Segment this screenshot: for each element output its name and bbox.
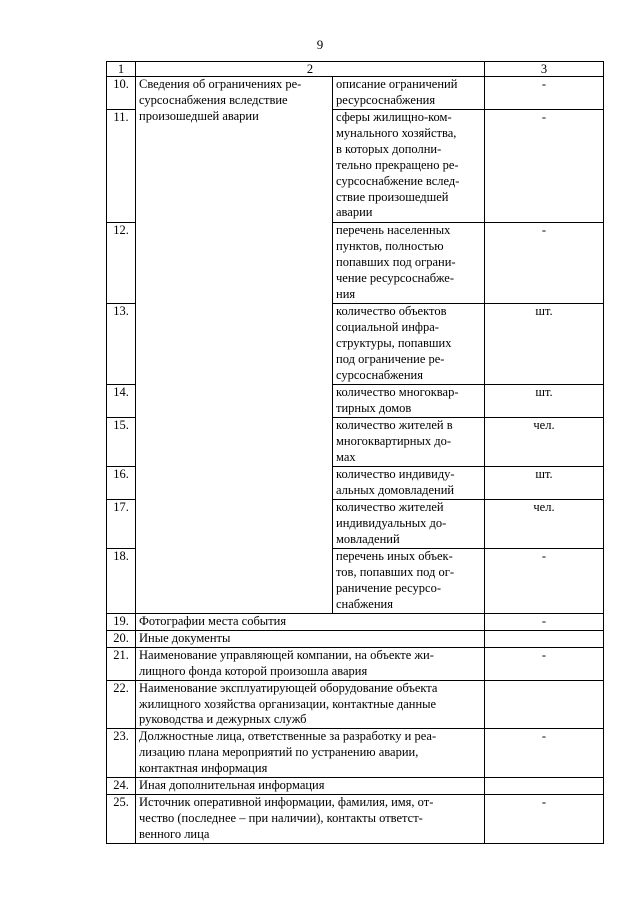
sub-description (333, 418, 485, 467)
row-description-line: Иная дополнительная информация (139, 778, 325, 793)
sub-description-line: ния (336, 286, 356, 301)
sub-description-line: попавших под ограни- (336, 254, 456, 269)
unit-cell: - (485, 647, 604, 680)
sub-description-line: количество жителей (336, 500, 444, 514)
sub-description-line: тельно прекращено ре- (336, 157, 459, 172)
row-description (136, 614, 485, 631)
row-number: 24. (107, 778, 136, 795)
unit-cell: - (485, 223, 604, 304)
row-number: 23. (107, 729, 136, 778)
row-description-line: Фотографии места события (139, 614, 287, 628)
group-title-line: произошедшей аварии (139, 108, 259, 123)
row-number: 11. (107, 110, 136, 223)
info-table (106, 61, 604, 844)
sub-description-line: мах (336, 449, 356, 464)
group-title-line: Сведения об ограничениях ре- (139, 77, 302, 91)
row-description-line: Источник оперативной информации, фамилия, имя, от- (139, 794, 434, 809)
row-description (136, 794, 485, 843)
row-description-line: Иные документы (139, 630, 231, 645)
page-number: 9 (316, 37, 324, 52)
row-description-line: Наименование эксплуатирующей оборудование объекта (139, 680, 438, 695)
row-number: 13. (107, 304, 136, 385)
unit-cell: чел. (485, 500, 604, 549)
sub-description (333, 304, 485, 385)
row-description (136, 647, 485, 680)
sub-description (333, 110, 485, 223)
sub-description-line: структуры, попавших (336, 335, 452, 350)
row-number: 21. (107, 647, 136, 680)
table-row (107, 729, 604, 778)
table-row (107, 778, 604, 795)
unit-cell (485, 630, 604, 647)
row-description-line: контактная информация (139, 761, 268, 776)
unit-cell: шт. (485, 304, 604, 385)
sub-description-line: описание ограничений (336, 77, 458, 91)
sub-description-line: сурсоснабжение вслед- (336, 173, 460, 188)
sub-description-line: под ограничение ре- (336, 351, 445, 366)
sub-description-line: социальной инфра- (336, 319, 439, 334)
sub-description-line: сурсоснабжения (336, 367, 423, 382)
sub-description (333, 223, 485, 304)
sub-description-line: снабжения (336, 596, 393, 611)
table-row (107, 647, 604, 680)
unit-cell: - (485, 614, 604, 631)
row-description-line: Наименование управляющей компании, на объекте жи- (139, 647, 434, 662)
sub-description-line: аварии (336, 205, 373, 220)
row-description-line: жилищного хозяйства организации, контактные данные (139, 696, 437, 711)
row-number: 10. (107, 77, 136, 110)
row-number: 18. (107, 549, 136, 614)
sub-description-line: ствие произошедшей (336, 189, 449, 204)
unit-cell: - (485, 77, 604, 110)
unit-cell: чел. (485, 418, 604, 467)
row-number: 16. (107, 467, 136, 500)
row-number: 15. (107, 418, 136, 467)
row-description (136, 778, 485, 795)
table-row (107, 794, 604, 843)
sub-description-line: чение ресурсоснабже- (336, 270, 455, 285)
row-description-line: лизацию плана мероприятий по устранению аварии, (139, 745, 419, 760)
header-col-2: 2 (136, 62, 485, 77)
sub-description-line: сферы жилищно-ком- (336, 110, 452, 124)
table-header-row (107, 62, 604, 77)
row-description-line: лищного фонда которой произошла авария (139, 663, 368, 678)
sub-description (333, 77, 485, 110)
table-row (107, 77, 604, 110)
sub-description-line: раничение ресурсо- (336, 580, 442, 595)
sub-description-line: тирных домов (336, 400, 412, 415)
sub-description-line: в которых дополни- (336, 141, 442, 156)
header-col-1: 1 (107, 62, 136, 77)
sub-description-line: количество многоквар- (336, 385, 459, 399)
row-number: 14. (107, 385, 136, 418)
table-row (107, 630, 604, 647)
sub-description-line: индивидуальных до- (336, 515, 447, 530)
row-description (136, 680, 485, 729)
unit-cell: - (485, 794, 604, 843)
sub-description-line: перечень населенных (336, 223, 451, 237)
unit-cell: шт. (485, 467, 604, 500)
row-number: 20. (107, 630, 136, 647)
header-col-3: 3 (485, 62, 604, 77)
sub-description-line: мовладений (336, 531, 400, 546)
row-description-line: венного лица (139, 826, 210, 841)
unit-cell: - (485, 110, 604, 223)
sub-description (333, 385, 485, 418)
sub-description (333, 549, 485, 614)
sub-description-line: количество объектов (336, 304, 447, 318)
sub-description (333, 467, 485, 500)
row-number: 25. (107, 794, 136, 843)
row-number: 12. (107, 223, 136, 304)
sub-description-line: многоквартирных до- (336, 433, 451, 448)
sub-description-line: альных домовладений (336, 482, 455, 497)
row-number: 22. (107, 680, 136, 729)
sub-description-line: количество жителей в (336, 418, 453, 432)
sub-description-line: количество индивиду- (336, 467, 455, 481)
unit-cell: шт. (485, 385, 604, 418)
row-number: 19. (107, 614, 136, 631)
row-description-line: руководства и дежурных служб (139, 712, 307, 727)
row-description-line: чество (последнее – при наличии), контакты ответст- (139, 810, 423, 825)
row-description (136, 630, 485, 647)
sub-description-line: перечень иных объек- (336, 549, 453, 563)
sub-description (333, 500, 485, 549)
row-description (136, 729, 485, 778)
group-title (136, 77, 333, 614)
sub-description-line: тов, попавших под ог- (336, 564, 455, 579)
row-number: 17. (107, 500, 136, 549)
sub-description-line: ресурсоснабжения (336, 92, 436, 107)
row-description-line: Должностные лица, ответственные за разработку и реа- (139, 729, 437, 744)
unit-cell (485, 680, 604, 729)
table-row (107, 614, 604, 631)
sub-description-line: пунктов, полностью (336, 238, 444, 253)
unit-cell (485, 778, 604, 795)
unit-cell: - (485, 549, 604, 614)
unit-cell: - (485, 729, 604, 778)
table-row (107, 680, 604, 729)
group-title-line: сурсоснабжения вследствие (139, 92, 288, 107)
sub-description-line: мунального хозяйства, (336, 125, 457, 140)
